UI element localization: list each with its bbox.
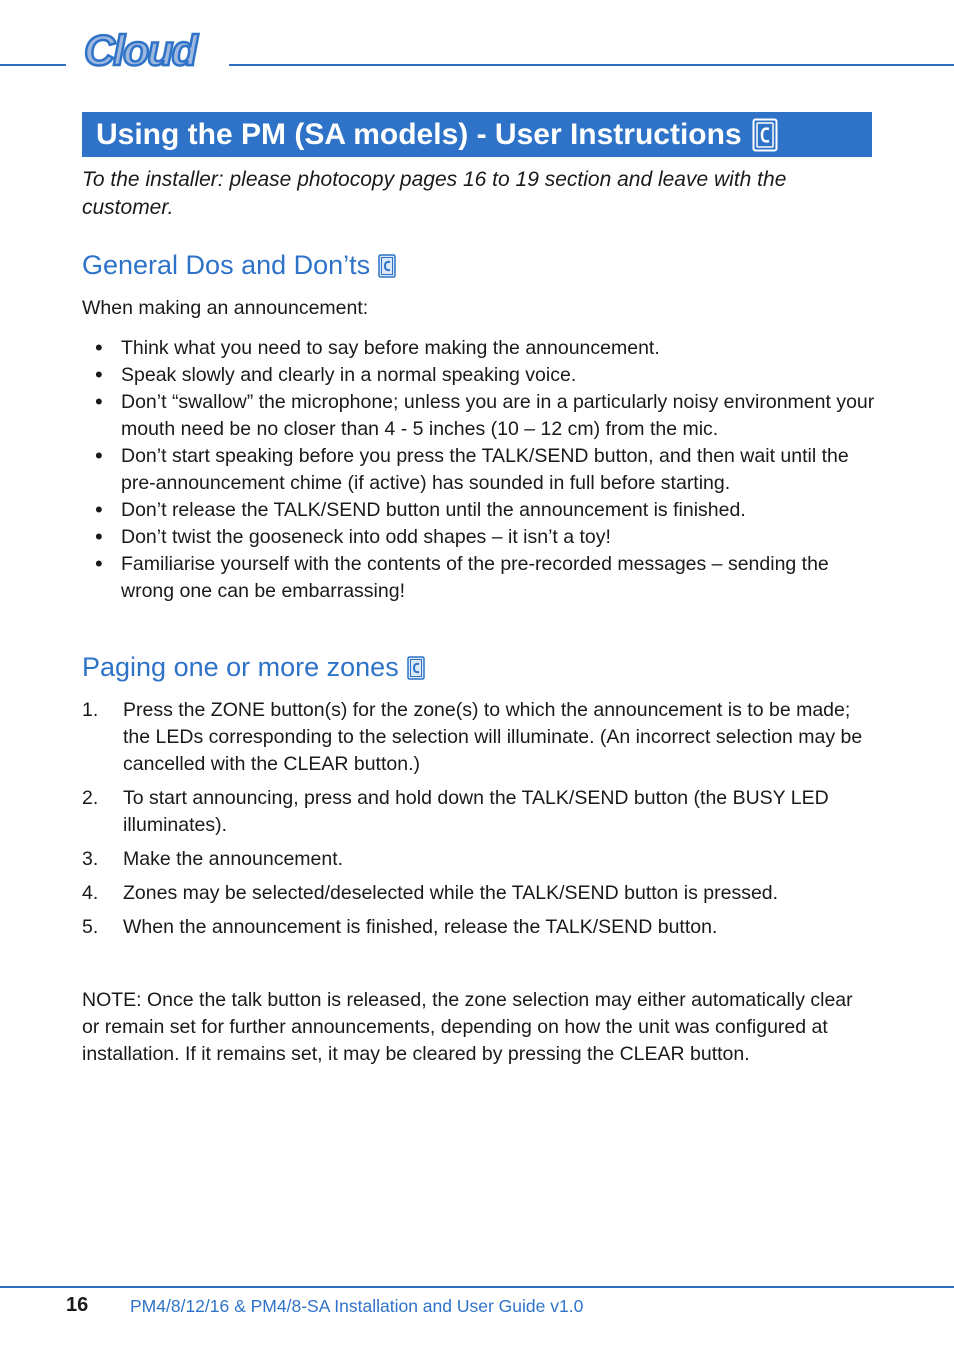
logo-text: Cloud xyxy=(84,28,196,72)
step-text: Zones may be selected/deselected while the TALK/SEND button is pressed. xyxy=(123,882,779,904)
list-item: • Don’t start speaking before you press the TALK/SEND button, and then wait until the pre-announcement chime (if active) has sounded in full before starting. xyxy=(82,443,882,497)
section-heading-general-text: General Dos and Don’ts xyxy=(82,250,371,280)
list-item xyxy=(82,785,882,839)
step-text: To start announcing, press and hold down the TALK/SEND button (the BUSY LED illuminates). xyxy=(123,787,829,836)
footer-guide-title: PM4/8/12/16 & PM4/8-SA Installation and User Guide v1.0 xyxy=(130,1296,584,1316)
list-item xyxy=(82,846,882,873)
list-item: • Don’t twist the gooseneck into odd shapes – it isn’t a toy! xyxy=(82,524,882,551)
page-number: 16 xyxy=(66,1294,89,1316)
list-item: • Speak slowly and clearly in a normal speaking voice. xyxy=(82,362,882,389)
step-number: 2. xyxy=(82,787,99,809)
step-number: 5. xyxy=(82,916,99,938)
step-text: Press the ZONE button(s) for the zone(s) to which the announcement is to be made; the LEDs corresponding to the selection will illuminate. (An incorrect selection may be cancelled with the CLEAR button.) xyxy=(123,699,863,775)
list-item xyxy=(82,880,882,907)
list-item: • Familiarise yourself with the contents of the pre-recorded messages – sending the wrong one can be embarrassing! xyxy=(82,551,882,605)
user-c-icon xyxy=(378,254,396,278)
step-text: When the announcement is finished, release the TALK/SEND button. xyxy=(123,916,718,938)
header-rule-left xyxy=(0,64,66,66)
step-text: Make the announcement. xyxy=(123,848,344,870)
section-heading-paging-text: Paging one or more zones xyxy=(82,652,399,682)
installer-note: To the installer: please photocopy pages 16 to 19 section and leave with the customer. xyxy=(82,168,787,219)
list-item xyxy=(82,914,882,941)
header-rule-right xyxy=(229,64,954,66)
dos-donts-list xyxy=(82,335,882,605)
intro-text: When making an announcement: xyxy=(82,297,369,319)
list-item xyxy=(82,697,882,778)
list-item: • Think what you need to say before making the announcement. xyxy=(82,335,882,362)
user-c-icon xyxy=(752,118,778,152)
step-number: 3. xyxy=(82,848,99,870)
list-item: • Don’t “swallow” the microphone; unless you are in a particularly noisy environment your mouth need be no closer than 4 - 5 inches (10 – 12 cm) from the mic. xyxy=(82,389,882,443)
step-number: 4. xyxy=(82,882,99,904)
note-paragraph: NOTE: Once the talk button is released, the zone selection may either automatically clear or remain set for further announcements, depending on how the unit was configured at installation. If it remains set, it may be cleared by pressing the CLEAR button. xyxy=(82,989,853,1065)
title-bar xyxy=(82,112,872,157)
section-heading-general xyxy=(82,250,396,281)
step-number: 1. xyxy=(82,699,99,721)
page-title: Using the PM (SA models) - User Instructions xyxy=(96,117,742,151)
footer-rule xyxy=(0,1286,954,1288)
section-heading-paging xyxy=(82,652,425,683)
cloud-logo xyxy=(82,28,216,72)
user-c-icon xyxy=(407,656,425,680)
list-item: • Don’t release the TALK/SEND button until the announcement is finished. xyxy=(82,497,882,524)
paging-steps xyxy=(82,697,882,948)
